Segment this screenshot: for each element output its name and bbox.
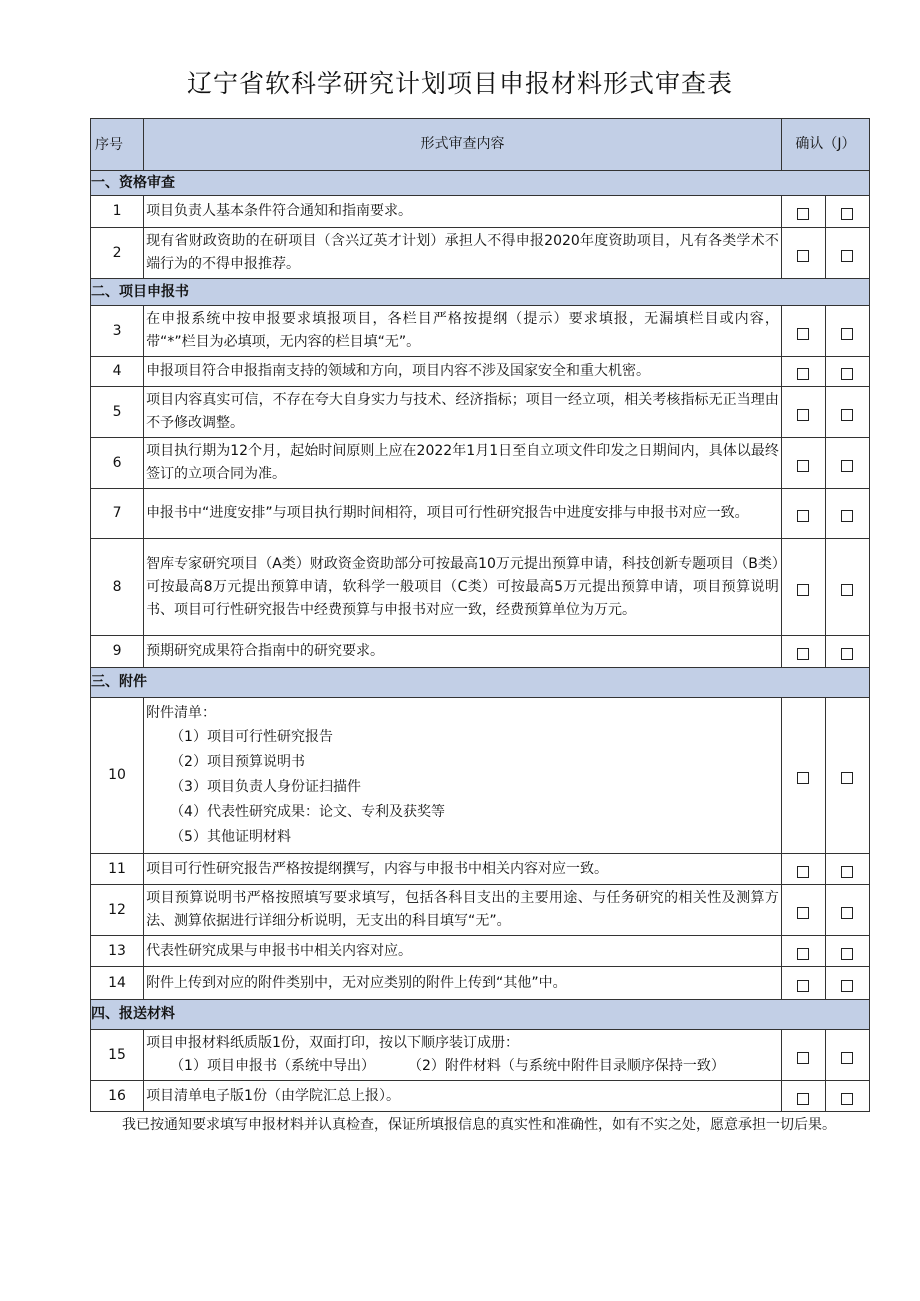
checkbox-icon[interactable] — [797, 510, 809, 522]
checkbox-icon[interactable] — [797, 772, 809, 784]
confirm-checkbox-2[interactable] — [825, 636, 869, 668]
checkbox-icon[interactable] — [841, 772, 853, 784]
checkbox-icon[interactable] — [797, 208, 809, 220]
table-row — [91, 967, 870, 1000]
confirm-checkbox-1[interactable] — [781, 1030, 825, 1081]
table-row — [91, 196, 870, 228]
confirm-checkbox-1[interactable] — [781, 936, 825, 967]
table-row — [91, 306, 870, 357]
row-number: 2 — [91, 228, 144, 279]
row-content — [144, 1030, 782, 1081]
table-row — [91, 438, 870, 489]
confirm-checkbox-1[interactable] — [781, 1081, 825, 1112]
checkbox-icon[interactable] — [841, 208, 853, 220]
confirm-checkbox-2[interactable] — [825, 438, 869, 489]
header-no: 序号 — [91, 119, 144, 171]
row-content: 在申报系统中按申报要求填报项目，各栏目严格按提纲（提示）要求填报，无漏填栏目或内容，带“*”栏目为必填项，无内容的栏目填“无”。 — [144, 306, 782, 357]
checkbox-icon[interactable] — [841, 1093, 853, 1105]
row-content: 申报书中“进度安排”与项目执行期时间相符，项目可行性研究报告中进度安排与申报书对应一致。 — [144, 489, 782, 539]
confirm-checkbox-2[interactable] — [825, 539, 869, 636]
row-number: 7 — [91, 489, 144, 539]
confirm-checkbox-1[interactable] — [781, 196, 825, 228]
checkbox-icon[interactable] — [797, 648, 809, 660]
attachment-item: （2）项目预算说明书 — [170, 753, 305, 770]
header-confirm: 确认（J） — [781, 119, 869, 171]
confirm-checkbox-1[interactable] — [781, 387, 825, 438]
row-content: 智库专家研究项目（A类）财政资金资助部分可按最高10万元提出预算申请，科技创新专题项目（B类）可按最高8万元提出预算申请，软科学一般项目（C类）可按最高5万元提出预算申请，项目预算说明书、项目可行性研究报告中经费预算与申报书对应一致，经费预算单位为万元。 — [144, 539, 782, 636]
row-content: 附件上传到对应的附件类别中，无对应类别的附件上传到“其他”中。 — [144, 967, 782, 1000]
confirm-checkbox-2[interactable] — [825, 387, 869, 438]
confirm-checkbox-1[interactable] — [781, 854, 825, 885]
table-row — [91, 489, 870, 539]
section-row — [91, 1000, 870, 1030]
binding-order — [146, 1055, 779, 1078]
attachment-item: （1）项目可行性研究报告 — [170, 728, 333, 745]
checkbox-icon[interactable] — [841, 648, 853, 660]
row-number: 12 — [91, 885, 144, 936]
row-content: 现有省财政资助的在研项目（含兴辽英才计划）承担人不得申报2020年度资助项目，凡有各类学术不端行为的不得申报推荐。 — [144, 228, 782, 279]
confirm-checkbox-2[interactable] — [825, 196, 869, 228]
checkbox-icon[interactable] — [841, 584, 853, 596]
row-content: 申报项目符合申报指南支持的领域和方向，项目内容不涉及国家安全和重大机密。 — [144, 357, 782, 387]
row-content: 项目清单电子版1份（由学院汇总上报）。 — [144, 1081, 782, 1112]
checkbox-icon[interactable] — [797, 1052, 809, 1064]
table-row — [91, 936, 870, 967]
row-content: 项目执行期为12个月，起始时间原则上应在2022年1月1日至自立项文件印发之日期间内，具体以最终签订的立项合同为准。 — [144, 438, 782, 489]
checkbox-icon[interactable] — [797, 409, 809, 421]
section-label: 一、资格审查 — [91, 171, 870, 196]
section-row — [91, 668, 870, 698]
table-row — [91, 854, 870, 885]
checkbox-icon[interactable] — [797, 460, 809, 472]
checkbox-icon[interactable] — [797, 328, 809, 340]
row-content: 代表性研究成果与申报书中相关内容对应。 — [144, 936, 782, 967]
checkbox-icon[interactable] — [797, 368, 809, 380]
confirm-checkbox-1[interactable] — [781, 636, 825, 668]
checkbox-icon[interactable] — [797, 250, 809, 262]
confirm-checkbox-1[interactable] — [781, 539, 825, 636]
row-number: 14 — [91, 967, 144, 1000]
table-row — [91, 1081, 870, 1112]
row-number: 9 — [91, 636, 144, 668]
row-number: 1 — [91, 196, 144, 228]
checkbox-icon[interactable] — [841, 250, 853, 262]
confirm-checkbox-2[interactable] — [825, 228, 869, 279]
confirm-checkbox-1[interactable] — [781, 228, 825, 279]
attachment-list-heading: 附件清单： — [146, 704, 217, 721]
row-number: 4 — [91, 357, 144, 387]
checkbox-icon[interactable] — [841, 409, 853, 421]
checkbox-icon[interactable] — [797, 980, 809, 992]
checkbox-icon[interactable] — [841, 980, 853, 992]
checkbox-icon[interactable] — [841, 866, 853, 878]
confirm-checkbox-2[interactable] — [825, 306, 869, 357]
confirm-checkbox-1[interactable] — [781, 489, 825, 539]
table-row — [91, 636, 870, 668]
confirm-checkbox-1[interactable] — [781, 438, 825, 489]
confirm-checkbox-2[interactable] — [825, 698, 869, 854]
row-content — [144, 698, 782, 854]
page-title: 辽宁省软科学研究计划项目申报材料形式审查表 — [186, 69, 733, 98]
confirm-checkbox-2[interactable] — [825, 489, 869, 539]
section-row — [91, 279, 870, 306]
table-row — [91, 1030, 870, 1081]
checkbox-icon[interactable] — [841, 328, 853, 340]
binding-item: （1）项目申报书（系统中导出） — [170, 1058, 375, 1074]
section-label: 四、报送材料 — [91, 1000, 870, 1030]
row-content: 项目可行性研究报告严格按提纲撰写，内容与申报书中相关内容对应一致。 — [144, 854, 782, 885]
section-row — [91, 171, 870, 196]
checkbox-icon[interactable] — [841, 948, 853, 960]
row-number: 10 — [91, 698, 144, 854]
row-number: 5 — [91, 387, 144, 438]
checkbox-icon[interactable] — [841, 510, 853, 522]
attachment-item: （3）项目负责人身份证扫描件 — [170, 778, 361, 795]
row-number: 8 — [91, 539, 144, 636]
confirm-checkbox-1[interactable] — [781, 306, 825, 357]
table-row — [91, 698, 870, 854]
checkbox-icon[interactable] — [841, 907, 853, 919]
row-number: 16 — [91, 1081, 144, 1112]
confirm-checkbox-1[interactable] — [781, 357, 825, 387]
confirm-checkbox-1[interactable] — [781, 885, 825, 936]
checkbox-icon[interactable] — [797, 907, 809, 919]
confirm-checkbox-2[interactable] — [825, 1030, 869, 1081]
checkbox-icon[interactable] — [797, 948, 809, 960]
section-label: 三、附件 — [91, 668, 870, 698]
checkbox-icon[interactable] — [841, 1052, 853, 1064]
declaration-text: 我已按通知要求填写申报材料并认真检查，保证所填报信息的真实性和准确性，如有不实之处，愿意承担一切后果。 — [122, 1117, 836, 1133]
confirm-checkbox-2[interactable] — [825, 357, 869, 387]
binding-item: （2）附件材料（与系统中附件目录顺序保持一致） — [414, 1058, 725, 1074]
table-row — [91, 539, 870, 636]
checkbox-icon[interactable] — [797, 1093, 809, 1105]
row-number: 11 — [91, 854, 144, 885]
confirm-checkbox-2[interactable] — [825, 936, 869, 967]
row-number: 3 — [91, 306, 144, 357]
row-content: 项目预算说明书严格按照填写要求填写，包括各科目支出的主要用途、与任务研究的相关性及测算方法、测算依据进行详细分析说明，无支出的科目填写“无”。 — [144, 885, 782, 936]
review-table — [90, 118, 870, 1112]
table-row — [91, 228, 870, 279]
table-row — [91, 885, 870, 936]
checkbox-icon[interactable] — [797, 584, 809, 596]
confirm-checkbox-1[interactable] — [781, 967, 825, 1000]
attachment-item: （5）其他证明材料 — [170, 828, 291, 845]
row-number: 15 — [91, 1030, 144, 1081]
confirm-checkbox-1[interactable] — [781, 698, 825, 854]
confirm-checkbox-2[interactable] — [825, 967, 869, 1000]
checkbox-icon[interactable] — [841, 460, 853, 472]
confirm-checkbox-2[interactable] — [825, 1081, 869, 1112]
table-row — [91, 357, 870, 387]
binding-instruction: 项目申报材料纸质版1份，双面打印，按以下顺序装订成册： — [146, 1035, 519, 1051]
attachment-item: （4）代表性研究成果：论文、专利及获奖等 — [170, 803, 445, 820]
confirm-checkbox-2[interactable] — [825, 885, 869, 936]
section-label: 二、项目申报书 — [91, 279, 870, 306]
checkbox-icon[interactable] — [841, 368, 853, 380]
row-number: 6 — [91, 438, 144, 489]
table-row — [91, 387, 870, 438]
row-content: 预期研究成果符合指南中的研究要求。 — [144, 636, 782, 668]
checkbox-icon[interactable] — [797, 866, 809, 878]
header-content: 形式审查内容 — [144, 119, 782, 171]
row-number: 13 — [91, 936, 144, 967]
confirm-checkbox-2[interactable] — [825, 854, 869, 885]
row-content: 项目内容真实可信，不存在夸大自身实力与技术、经济指标；项目一经立项，相关考核指标无正当理由不予修改调整。 — [144, 387, 782, 438]
table-header-row — [91, 119, 870, 171]
row-content: 项目负责人基本条件符合通知和指南要求。 — [144, 196, 782, 228]
